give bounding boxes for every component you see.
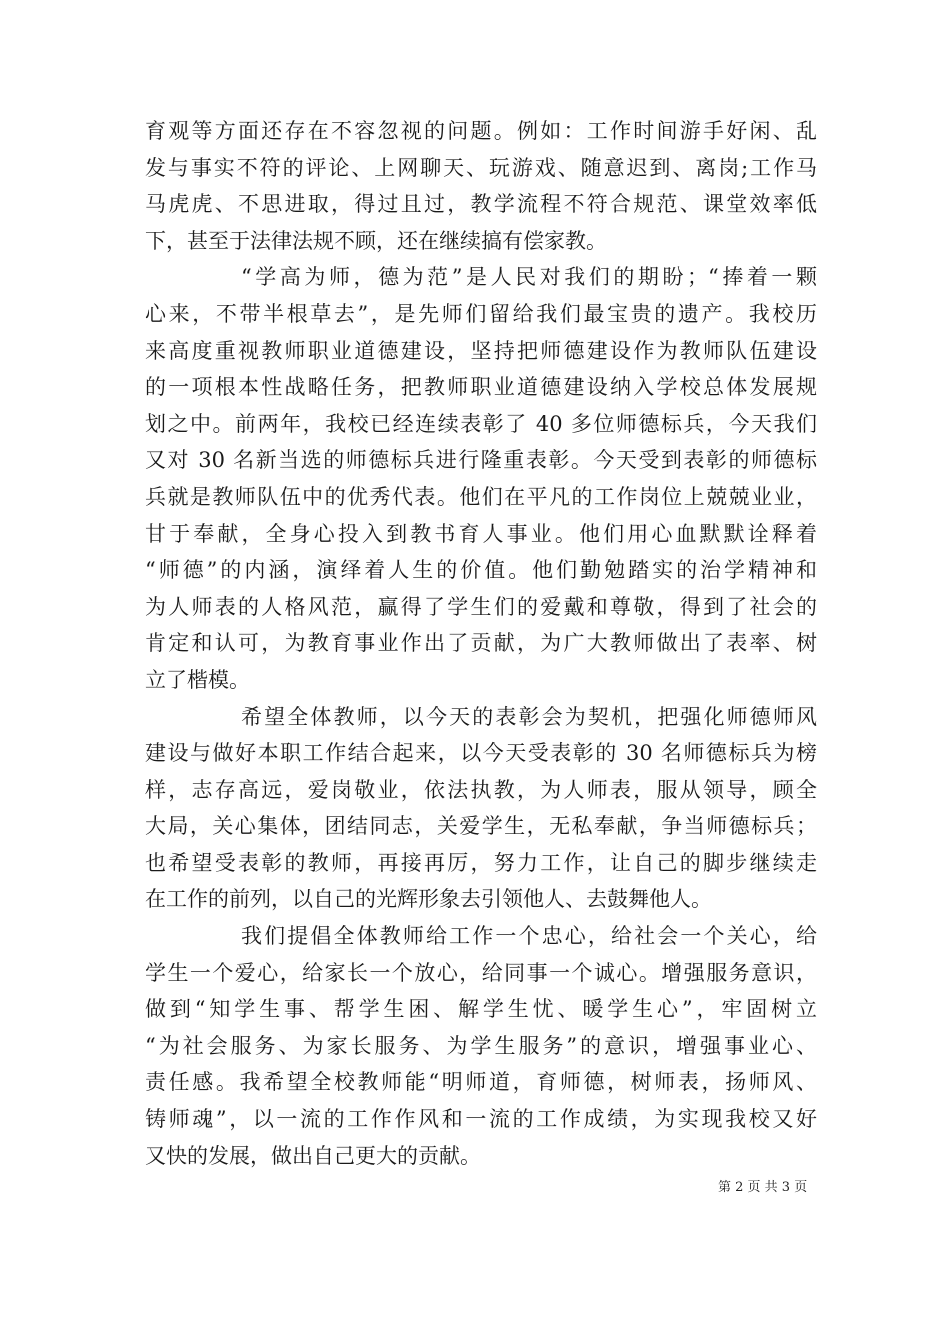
text-line: 样，志存高远，爱岗敬业，依法执教，为人师表，服从领导，顾全 (145, 777, 817, 802)
paragraph-2 (145, 259, 817, 698)
text-line: 我们提倡全体教师给工作一个忠心，给社会一个关心，给 (241, 924, 817, 949)
text-line: 为人师表的人格风范，赢得了学生们的爱戴和尊敬，得到了社会的 (145, 594, 817, 619)
text-line: “师德”的内涵，演绎着人生的价值。他们勤勉踏实的治学精神和 (145, 558, 817, 583)
text-line: 发与事实不符的评论、上网聊天、玩游戏、随意迟到、离岗;工作马 (145, 155, 817, 180)
page-number-footer: 第 2 页 共 3 页 (718, 1180, 808, 1195)
text-line: 马虎虎、不思进取，得过且过，教学流程不符合规范、课堂效率低 (145, 192, 817, 217)
text-line: 学生一个爱心，给家长一个放心，给同事一个诚心。增强服务意识， (145, 960, 817, 985)
text-line: 铸师魂”，以一流的工作作风和一流的工作成绩，为实现我校又好 (145, 1107, 817, 1132)
text-line: 兵就是教师队伍中的优秀代表。他们在平凡的工作岗位上兢兢业业， (145, 484, 817, 509)
paragraph-1 (145, 113, 817, 259)
text-line: 立了楷模。 (145, 667, 250, 692)
paragraph-3 (145, 699, 817, 919)
text-line: 下，甚至于法律法规不顾，还在继续搞有偿家教。 (145, 228, 607, 253)
text-line: 做到“知学生事、帮学生困、解学生忧、暖学生心”，牢固树立 (145, 997, 817, 1022)
text-line: 希望全体教师，以今天的表彰会为契机，把强化师德师风 (241, 704, 817, 729)
text-line: 在工作的前列，以自己的光辉形象去引领他人、去鼓舞他人。 (145, 887, 712, 912)
text-line: “学高为师，德为范”是人民对我们的期盼；“捧着一颗 (241, 265, 817, 290)
text-line: 心来，不带半根草去”，是先师们留给我们最宝贵的遗产。我校历 (145, 301, 817, 326)
text-line: “为社会服务、为家长服务、为学生服务”的意识，增强事业心、 (145, 1033, 817, 1058)
text-line: 肯定和认可，为教育事业作出了贡献，为广大教师做出了表率、树 (145, 631, 817, 656)
text-line: 划之中。前两年，我校已经连续表彰了 40 多位师德标兵，今天我们 (145, 411, 817, 436)
text-line: 的一项根本性战略任务，把教师职业道德建设纳入学校总体发展规 (145, 375, 817, 400)
text-line: 又快的发展，做出自己更大的贡献。 (145, 1143, 481, 1168)
text-line: 也希望受表彰的教师，再接再厉，努力工作，让自己的脚步继续走 (145, 850, 817, 875)
document-body (145, 113, 817, 1174)
text-line: 责任感。我希望全校教师能“明师道，育师德，树师表，扬师风、 (145, 1070, 817, 1095)
text-line: 育观等方面还存在不容忽视的问题。例如：工作时间游手好闲、乱 (145, 119, 817, 143)
text-line: 又对 30 名新当选的师德标兵进行隆重表彰。今天受到表彰的师德标 (145, 448, 817, 473)
paragraph-4 (145, 918, 817, 1174)
text-line: 来高度重视教师职业道德建设，坚持把师德建设作为教师队伍建设 (145, 338, 817, 363)
text-line: 建设与做好本职工作结合起来，以今天受表彰的 30 名师德标兵为榜 (145, 741, 817, 766)
text-line: 大局，关心集体，团结同志，关爱学生，无私奉献，争当师德标兵； (145, 814, 817, 839)
text-line: 甘于奉献，全身心投入到教书育人事业。他们用心血默默诠释着 (145, 521, 817, 546)
